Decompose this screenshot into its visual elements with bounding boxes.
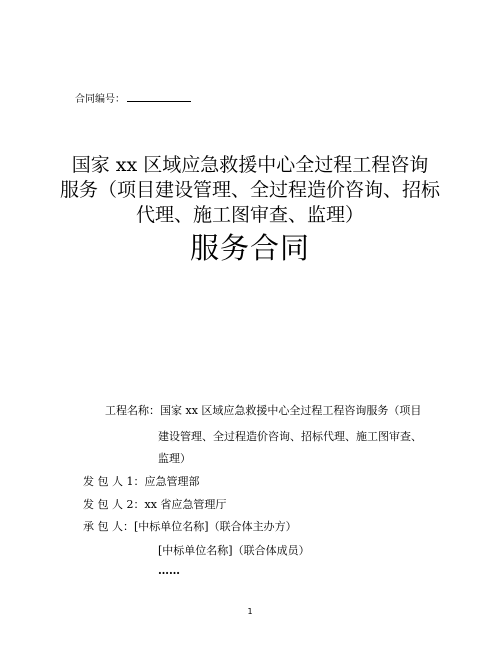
- contractor-row: [83, 518, 297, 534]
- contract-number-field: [75, 90, 191, 105]
- project-name-value-3: 监理）: [158, 452, 191, 465]
- project-name-value-1: 国家 xx 区域应急救援中心全过程工程咨询服务（项目: [160, 404, 422, 417]
- page-number: 1: [247, 607, 253, 616]
- issuer-1-value: 应急管理部: [144, 475, 200, 488]
- title-line-2: 服务（项目建设管理、全过程造价咨询、招标: [59, 179, 440, 201]
- issuer-2-label: 发 包 人 2：: [83, 498, 145, 511]
- project-name-row: [105, 402, 421, 418]
- issuer-1-label: 发 包 人 1：: [83, 475, 145, 488]
- title-line-1: 国家 xx 区域应急救援中心全过程工程咨询: [71, 154, 429, 176]
- issuer-2-value: xx 省应急管理厅: [144, 498, 227, 511]
- contract-number-label: 合同编号：: [75, 94, 125, 105]
- project-name-value-2: 建设管理、全过程造价咨询、招标代理、施工图审查、: [158, 430, 422, 443]
- contract-number-blank: [127, 92, 191, 102]
- project-name-label: 工程名称：: [105, 404, 160, 417]
- document-title: 服务合同: [189, 231, 310, 265]
- contractor-value-1: [中标单位名称]（联合体主办方）: [134, 520, 297, 533]
- contractor-label: 承 包 人：: [83, 520, 134, 533]
- issuer-2-row: [83, 496, 226, 512]
- issuer-1-row: [83, 473, 200, 489]
- title-line-3: 代理、施工图审查、监理）: [135, 204, 364, 226]
- contractor-value-2: [中标单位名称]（联合体成员）: [158, 544, 310, 557]
- contractor-ellipsis: ……: [158, 564, 180, 577]
